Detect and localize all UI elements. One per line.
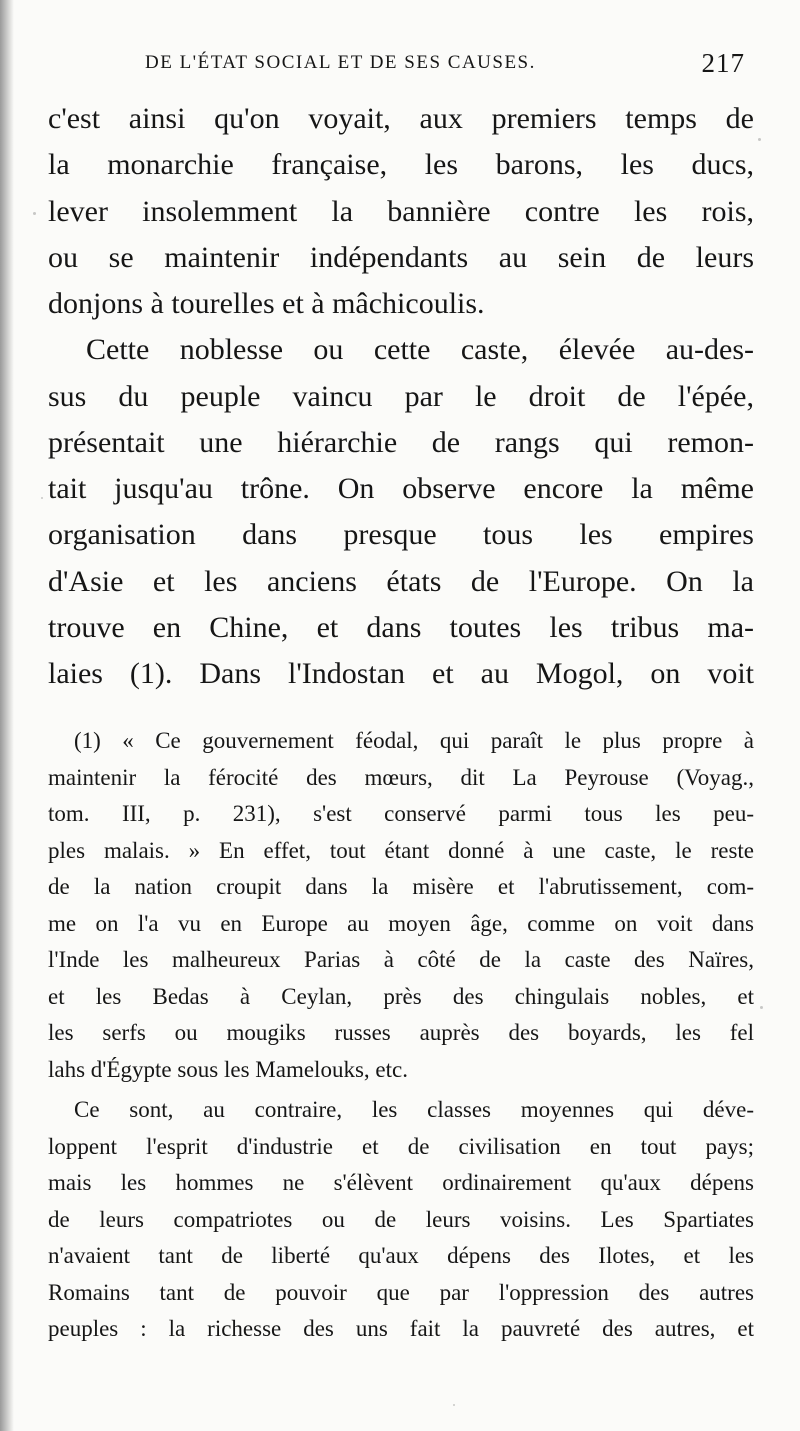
body-line: lever insolemment la bannière contre les rois, (48, 194, 754, 228)
footnote-line: lahs d'Égypte sous les Mamelouks, etc. (48, 1056, 408, 1082)
footnote-line: peuples : la richesse des uns fait la pauvreté des autres, et (48, 1316, 754, 1341)
running-title: DE L'ÉTAT SOCIAL ET DE SES CAUSES. (145, 52, 536, 73)
footnote (48, 723, 754, 1348)
body-line: tait jusqu'au trône. On observe encore la même (48, 472, 754, 505)
footnote-start-line: (1) « Ce gouvernement féodal, qui paraît le plus propre à (74, 728, 754, 753)
footnote-line: de leurs compatriotes ou de leurs voisins. Les Spartiates (48, 1206, 754, 1232)
page-gutter-shadow (0, 0, 14, 1431)
footnote-line: mais les hommes ne s'élèvent ordinairement qu'aux dépens (48, 1170, 754, 1195)
paragraph-start-line: Cette noblesse ou cette caste, élevée au-des- (86, 333, 754, 367)
main-text (48, 96, 754, 697)
scan-speck (41, 497, 43, 499)
footnote-line: maintenir la férocité des mœurs, dit La Peyrouse (Voyag., (48, 764, 754, 790)
body-line: la monarchie française, les barons, les ducs, (48, 148, 754, 182)
running-head (145, 48, 745, 82)
footnote-line: de la nation croupit dans la misère et l'abrutissement, com- (48, 874, 754, 899)
body-line: trouve en Chine, et dans toutes les tribus ma- (48, 610, 754, 644)
footnote-line: et les Bedas à Ceylan, près des chingulais nobles, et (48, 983, 754, 1009)
footnote-line: tom. III, p. 231), s'est conservé parmi tous les peu- (48, 801, 754, 826)
body-line: organisation dans presque tous les empires (48, 518, 754, 552)
body-line: présentait une hiérarchie de rangs qui remon- (48, 425, 754, 459)
footnote-line: les serfs ou mougiks russes auprès des boyards, les fel (48, 1020, 754, 1045)
body-line: ou se maintenir indépendants au sein de leurs (48, 240, 754, 274)
body-line: sus du peuple vaincu par le droit de l'épée, (48, 379, 754, 413)
footnote-line: ples malais. » En effet, tout étant donné à une caste, le reste (48, 837, 754, 863)
scan-speck (760, 1006, 763, 1009)
body-line: d'Asie et les anciens états de l'Europe. On la (48, 564, 754, 598)
page-number: 217 (701, 48, 745, 78)
scan-speck (33, 212, 36, 215)
footnote-line: Romains tant de pouvoir que par l'oppression des autres (48, 1279, 754, 1305)
scan-speck (453, 1404, 455, 1406)
scan-speck (758, 138, 761, 141)
body-line: c'est ainsi qu'on voyait, aux premiers temps de (48, 102, 754, 135)
footnote-line: me on l'a vu en Europe au moyen âge, comme on voit dans (48, 910, 754, 936)
body-line: donjons à tourelles et à mâchicoulis. (48, 287, 485, 320)
footnote-line: loppent l'esprit d'industrie et de civilisation en tout pays; (48, 1133, 754, 1159)
footnote-line: l'Inde les malheureux Parias à côté de la caste des Naïres, (48, 947, 754, 972)
body-line: laies (1). Dans l'Indostan et au Mogol, on voit (48, 657, 754, 690)
footnote-paragraph-start-line: Ce sont, au contraire, les classes moyennes qui déve- (74, 1097, 754, 1122)
footnote-line: n'avaient tant de liberté qu'aux dépens des Ilotes, et les (48, 1243, 754, 1268)
